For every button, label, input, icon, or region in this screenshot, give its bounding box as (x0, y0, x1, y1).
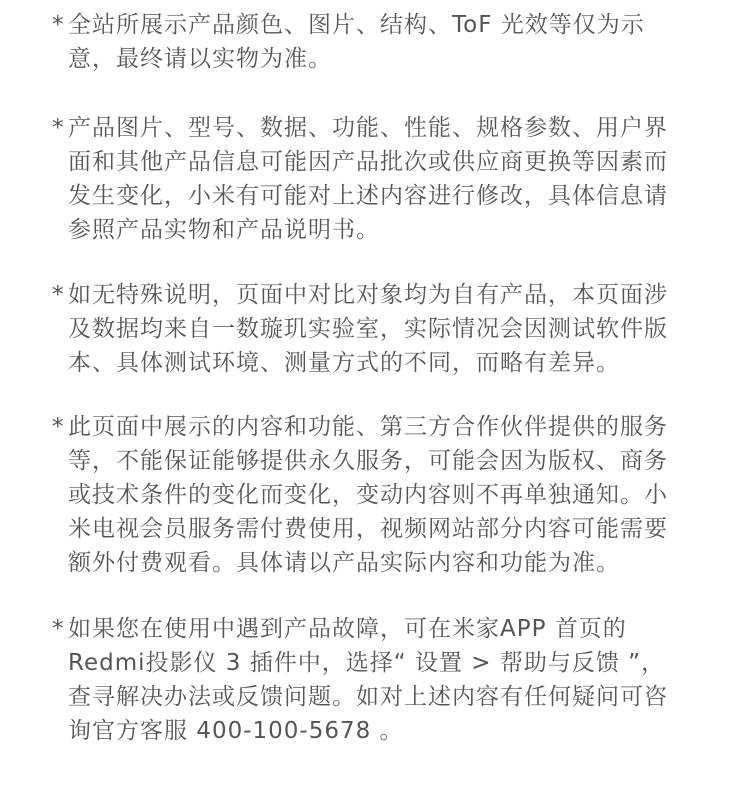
asterisk-bullet: * (52, 282, 65, 308)
note-line: 额外付费观看。具体请以产品实际内容和功能为准。 (68, 550, 620, 576)
note-line: 等，不能保证能够提供永久服务，可能会因为版权、商务 (68, 448, 668, 474)
asterisk-bullet: * (52, 115, 65, 141)
disclaimer-note-product-display (52, 8, 702, 76)
note-line: 全站所展示产品颜色、图片、结构、ToF 光效等仅为示 (68, 12, 645, 38)
note-line: 及数据均来自一数璇玑实验室，实际情况会因测试软件版 (68, 316, 668, 342)
note-line: 询官方客服 400-100-5678 。 (68, 718, 404, 744)
disclaimer-note-test-data (52, 278, 702, 380)
note-line: 米电视会员服务需付费使用，视频网站部分内容可能需要 (68, 516, 668, 542)
note-line: 意，最终请以实物为准。 (68, 46, 332, 72)
note-line: 查寻解决办法或反馈问题。如对上述内容有任何疑问可咨 (68, 684, 668, 710)
note-line: Redmi投影仪 3 插件中，选择“ 设置 > 帮助与反馈 ”， (68, 650, 666, 676)
note-line: 发生变化，小米有可能对上述内容进行修改，具体信息请 (68, 183, 668, 209)
note-line: 面和其他产品信息可能因产品批次或供应商更换等因素而 (68, 149, 668, 175)
disclaimer-note-product-changes (52, 111, 702, 247)
note-line: 如无特殊说明，页面中对比对象均为自有产品，本页面涉 (68, 282, 668, 308)
disclaimer-note-third-party-services (52, 410, 702, 580)
note-line: 参照产品实物和产品说明书。 (68, 217, 380, 243)
note-line: 如果您在使用中遇到产品故障，可在米家APP 首页的 (68, 616, 627, 642)
note-line: 或技术条件的变化而变化，变动内容则不再单独通知。小 (68, 482, 668, 508)
asterisk-bullet: * (52, 414, 65, 440)
note-line: 本、具体测试环境、测量方式的不同，而略有差异。 (68, 350, 620, 376)
disclaimer-note-support (52, 612, 702, 748)
asterisk-bullet: * (52, 12, 65, 38)
note-line: 产品图片、型号、数据、功能、性能、规格参数、用户界 (68, 115, 668, 141)
note-line: 此页面中展示的内容和功能、第三方合作伙伴提供的服务 (68, 414, 668, 440)
asterisk-bullet: * (52, 616, 65, 642)
